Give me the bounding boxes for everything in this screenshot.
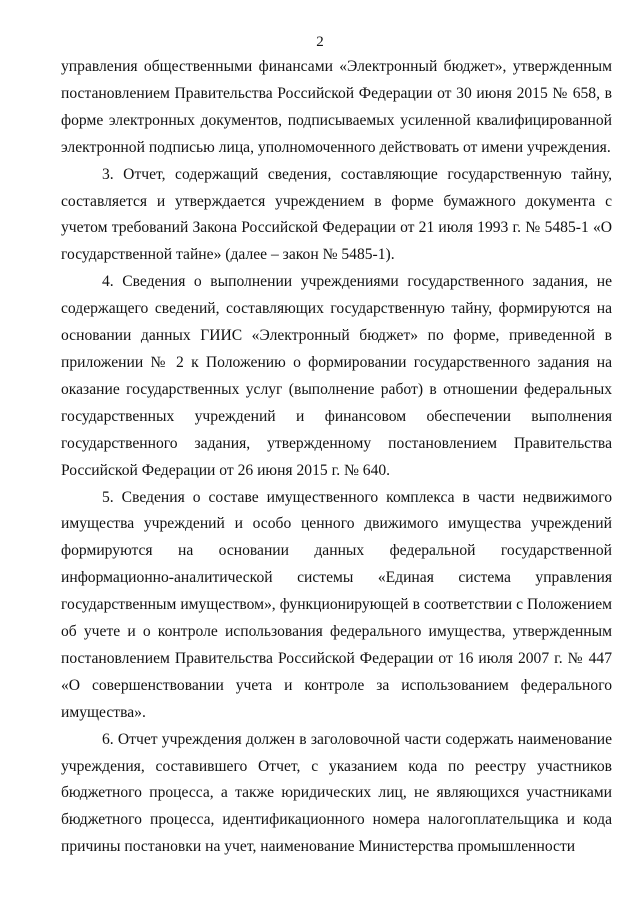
paragraph-3-state-secret-report: 3. Отчет, содержащий сведения, составляющие государственную тайну, составляется и утверждается учреждением в форме бумажного документа с учетом требований Закона Российской Федерации от 21 июля 1993 г. № 5485-1 «О государственной тайне» (далее – закон № 5485-1). <box>61 165 612 264</box>
paragraph-6-report-header-requirements: 6. Отчет учреждения должен в заголовочной части содержать наименование учреждения, составившего Отчет, с указанием кода по реестру участников бюджетного процесса, а также юридических лиц, не являющихся участниками бюджетного процесса, идентификационного номера налогоплательщика и кода причины постановки на учет, наименование Министерства промышленности <box>61 730 612 856</box>
paragraph-4-state-assignment-info: 4. Сведения о выполнении учреждениями государственного задания, не содержащего сведений, составляющих государственную тайну, формируются на основании данных ГИИС «Электронный бюджет» по форме, приведенной в приложении № 2 к Положению о формировании государственного задания на оказание государственных услуг (выполнение работ) в отношении федеральных государственных учреждений и финансовом обеспечении выполнения государственного задания, утвержденному постановлением Правительства Российской Федерации от 26 июня 2015 г. № 640. <box>61 273 612 479</box>
page-number: 2 <box>316 34 324 50</box>
document-body <box>61 54 612 861</box>
paragraph-5-property-complex-info: 5. Сведения о составе имущественного комплекса в части недвижимого имущества учреждений и особо ценного движимого имущества учреждений формируются на основании данных федеральной государственной информационно-аналитической системы «Единая система управления государственным имуществом», функционирующей в соответствии с Положением об учете и о контроле использования федерального имущества, утвержденным постановлением Правительства Российской Федерации от 16 июля 2007 г. № 447 «О совершенствовании учета и контроле за использованием федерального имущества». <box>61 488 612 721</box>
paragraph-continuation: управления общественными финансами «Электронный бюджет», утвержденным постановлением Правительства Российской Федерации от 30 июня 2015 № 658, в форме электронных документов, подписываемых усиленной квалифицированной электронной подписью лица, уполномоченного действовать от имени учреждения. <box>61 58 612 156</box>
